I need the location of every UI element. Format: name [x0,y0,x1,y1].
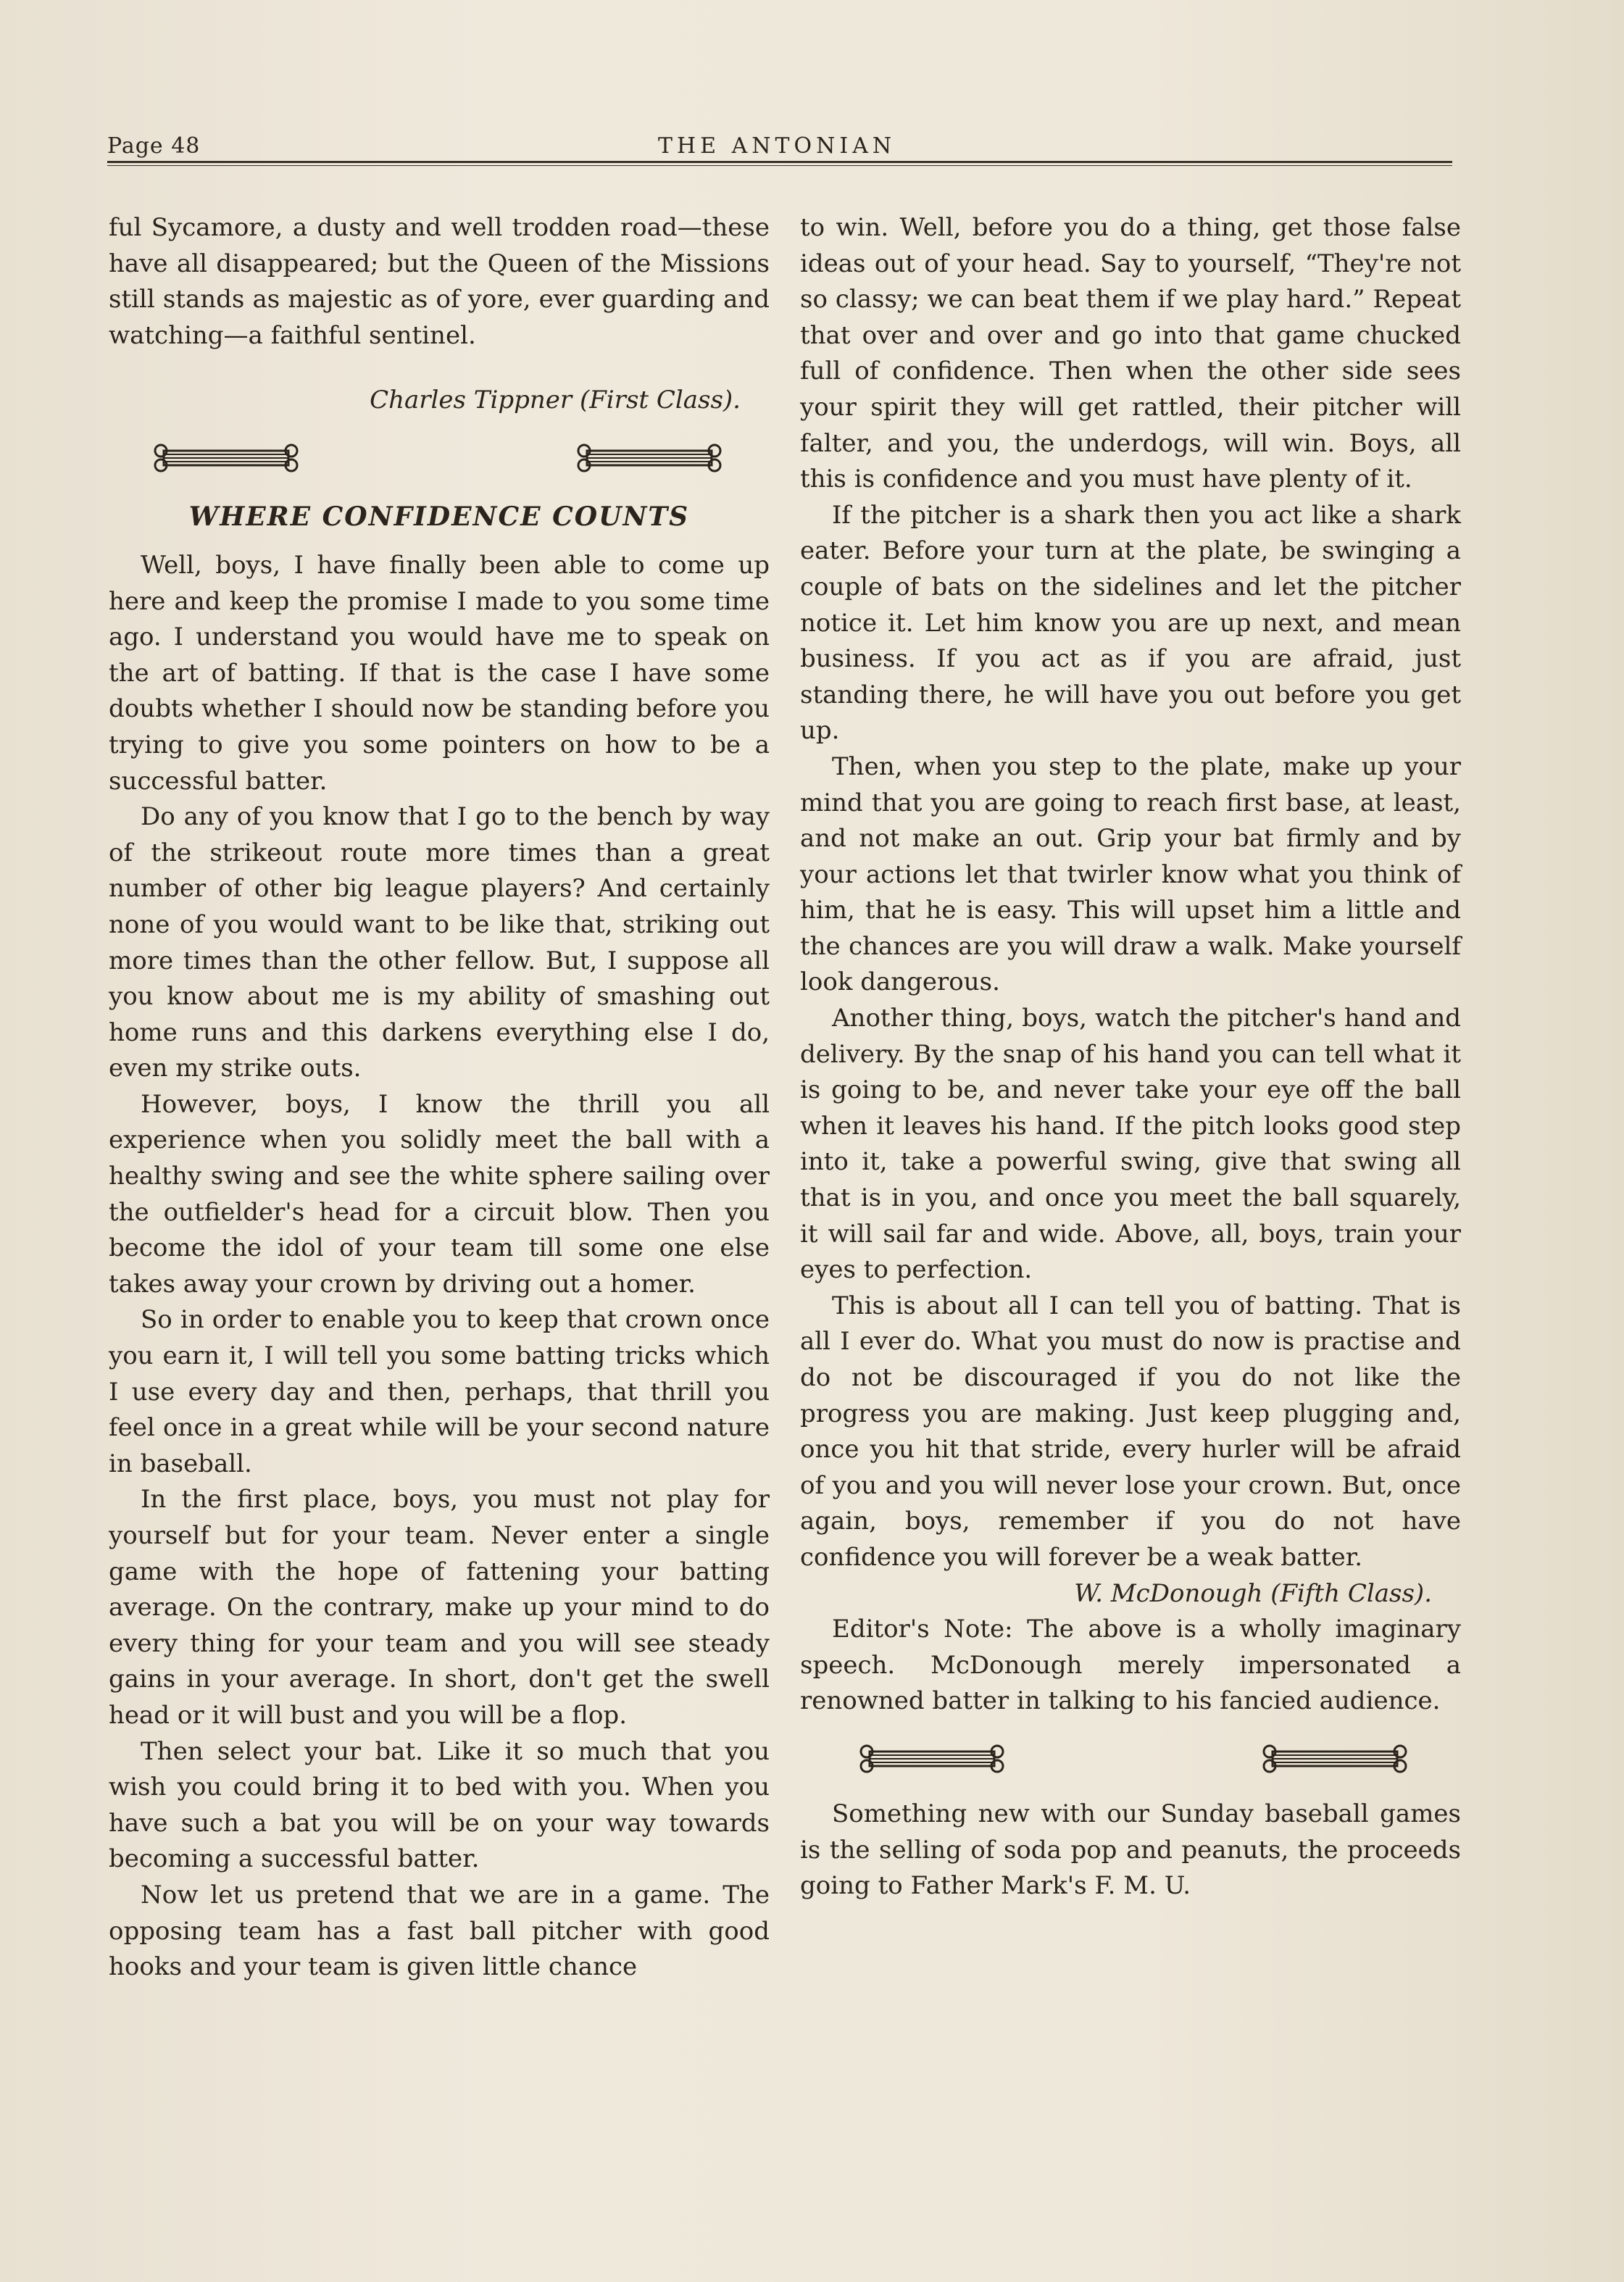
signature: W. McDonough (Fifth Class). [1074,1578,1432,1608]
paragraph: ful Sycamore, a dusty and well trodden road—these have all disappeared; but the Queen of the Missions still stands as majestic as of yore, ever guarding and watching—a faithful sentinel. [109,213,770,350]
paragraph: Then select your bat. Like it so much that you wish you could bring it to bed with you. When you have such a bat you will be on your way towards becoming a successful batter. [109,1736,770,1874]
paragraph: Now let us pretend that we are in a game. The opposing team has a fast ball pitcher with good hooks and your team is given little chance [109,1880,770,1982]
paragraph: In the first place, boys, you must not play for yourself but for your team. Never enter a single game with the hope of fattening your batting average. On the contrary, make up your mind to do every thing for your team and you will see steady gains in your average. In short, don't get the swell head or it will bust and you will be a flop. [109,1485,770,1730]
scroll-ornament-icon [577,439,722,477]
paragraph: Then, when you step to the plate, make up your mind that you are going to reach first base, at least, and not make an out. Grip your bat firmly and by your actions let that twirler know what you think of him, that he is easy. This will upset him a little and the chances are you will draw a walk. Make yourself look dangerous. [800,751,1461,997]
paragraph: Well, boys, I have finally been able to come up here and keep the promise I made to you some time ago. I understand you would have me to speak on the art of batting. If that is the case I have some doubts whether I should now be standing before you trying to give you some pointers on how to be a successful batter. [109,550,770,796]
scroll-ornament-icon [1262,1740,1407,1778]
signature: Charles Tippner (First Class). [370,386,741,415]
ornament-row [800,1734,1461,1785]
running-title: THE ANTONIAN [658,133,896,159]
scroll-ornament-icon [859,1740,1004,1778]
paragraph: Something new with our Sunday baseball games is the selling of soda pop and peanuts, the proceeds going to Father Mark's F. M. U. [800,1799,1461,1901]
ornament-row [109,433,770,484]
scroll-ornament-icon [154,439,299,477]
page-header [107,133,1455,162]
paragraph: Another thing, boys, watch the pitcher's hand and delivery. By the snap of his hand you can tell what it is going to be, and never take your eye off the ball when it leaves his hand. If the pitch looks good step into it, take a powerful swing, give that swing all that is in you, and once you meet the ball squarely, it will sail far and wide. Above, all, boys, train your eyes to perfection. [800,1004,1461,1285]
header-rule [107,161,1452,166]
paragraph: Do any of you know that I go to the bench by way of the strikeout route more times than a great number of other big league players? And certainly none of you would want to be like that, striking out more times than the other fellow. But, I suppose all you know about me is my ability of smashing out home runs and this darkens everything else I do, even my strike outs. [109,802,770,1083]
right-column [800,210,1461,1904]
left-column [109,210,770,1986]
paragraph: So in order to enable you to keep that crown once you earn it, I will tell you some batting tricks which I use every day and then, perhaps, that thrill you feel once in a great while will be your second nature in baseball. [109,1305,770,1478]
paragraph: However, boys, I know the thrill you all experience when you solidly meet the ball with a healthy swing and see the white sphere sailing over the outfielder's head for a circuit blow. Then you become the idol of your team till some one else takes away your crown by driving out a homer. [109,1089,770,1299]
page-number: Page 48 [107,133,201,159]
article-heading: WHERE CONFIDENCE COUNTS [188,501,690,532]
paragraph: If the pitcher is a shark then you act like a shark eater. Before your turn at the plate, be swinging a couple of bats on the sidelines and let the pitcher notice it. Let him know you are up next, and mean business. If you act as if you are afraid, just standing there, he will have you out before you get up. [800,500,1461,746]
paragraph: to win. Well, before you do a thing, get those false ideas out of your head. Say to yourself, “They're not so classy; we can beat them if we play hard.” Repeat that over and over and go into that game chucked full of confidence. Then when the other side sees your spirit they will get rattled, their pitcher will falter, and you, the underdogs, will win. Boys, all this is confidence and you must have plenty of it. [800,213,1461,494]
editor-note: Editor's Note: The above is a wholly imaginary speech. McDonough merely impersonated a renowned batter in talking to his fancied audience. [800,1615,1461,1716]
paragraph: This is about all I can tell you of batting. That is all I ever do. What you must do now is practise and do not be discouraged if you do not like the progress you are making. Just keep plugging and, once you hit that stride, every hurler will be afraid of you and you will never lose your crown. But, once again, boys, remember if you do not have confidence you will forever be a weak batter. [800,1291,1461,1572]
